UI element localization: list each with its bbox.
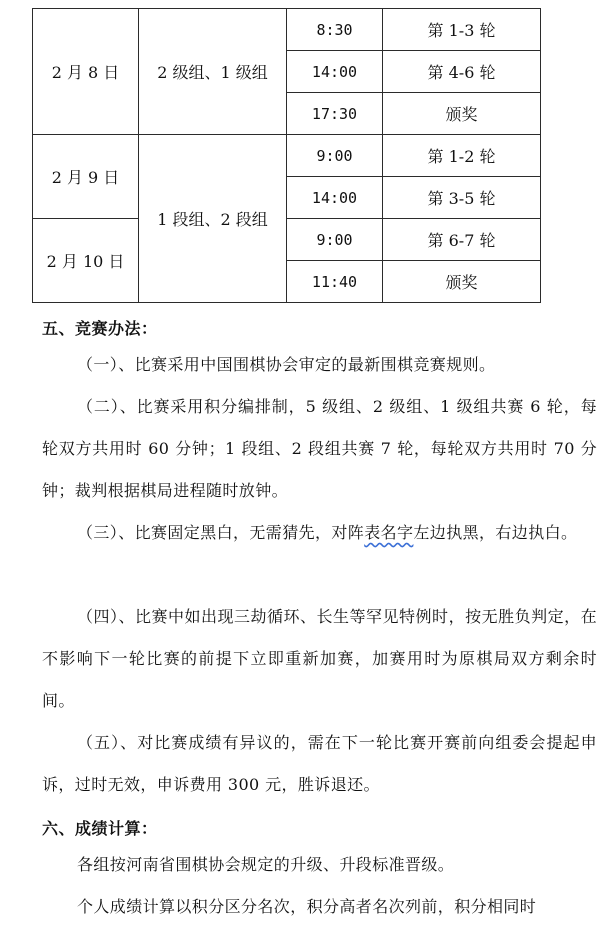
time-cell: 17:30 (287, 93, 383, 135)
group-cell: 2 级组、1 级组 (139, 9, 287, 135)
paragraph-score-2: 个人成绩计算以积分区分名次，积分高者名次列前，积分相同时 (77, 897, 537, 916)
group-cell: 1 段组、2 段组 (139, 135, 287, 303)
time-cell: 8:30 (287, 9, 383, 51)
paragraph-rule-5: （五）、对比赛成绩有异议的，需在下一轮比赛开赛前向组委会提起申诉，过时无效，申诉费用 300 元，胜诉退还。 (42, 733, 597, 794)
time-cell: 11:40 (287, 261, 383, 303)
table-row (33, 135, 541, 177)
round-cell: 颁奖 (383, 261, 541, 303)
date-cell: 2 月 8 日 (33, 9, 139, 135)
table-row (33, 219, 541, 261)
spellcheck-underlined-text: 表名字 (364, 523, 414, 542)
time-cell: 9:00 (287, 135, 383, 177)
round-cell: 第 1-2 轮 (383, 135, 541, 177)
time-cell: 9:00 (287, 219, 383, 261)
round-cell: 第 1-3 轮 (383, 9, 541, 51)
table-row (33, 9, 541, 51)
paragraph-rule-1: （一）、比赛采用中国围棋协会审定的最新围棋竞赛规则。 (77, 355, 496, 374)
section-heading-score-calculation: 六、成绩计算： (42, 819, 158, 838)
rule-3-text-end: 左边执黑，右边执白。 (413, 523, 578, 542)
round-cell: 第 4-6 轮 (383, 51, 541, 93)
round-cell: 颁奖 (383, 93, 541, 135)
time-cell: 14:00 (287, 177, 383, 219)
paragraph-score-1: 各组按河南省围棋协会规定的升级、升段标准晋级。 (77, 855, 455, 874)
schedule-table (32, 8, 541, 303)
paragraph-rule-4: （四）、比赛中如出现三劫循环、长生等罕见特例时，按无胜负判定，在不影响下一轮比赛的前提下立即重新加赛，加赛用时为原棋局双方剩余时间。 (42, 607, 597, 710)
round-cell: 第 3-5 轮 (383, 177, 541, 219)
paragraph-rule-2: （二）、比赛采用积分编排制，5 级组、2 级组、1 级组共赛 6 轮，每轮双方共用时 60 分钟；1 段组、2 段组共赛 7 轮，每轮双方共用时 70 分钟；裁判根据棋局进程随时放钟。 (42, 397, 597, 500)
date-cell: 2 月 9 日 (33, 135, 139, 219)
paragraph-rule-3 (42, 512, 597, 554)
round-cell: 第 6-7 轮 (383, 219, 541, 261)
section-heading-competition-rules: 五、竞赛办法： (42, 319, 158, 338)
time-cell: 14:00 (287, 51, 383, 93)
rule-3-text-start: （三）、比赛固定黑白，无需猜先，对阵 (77, 523, 365, 542)
date-cell: 2 月 10 日 (33, 219, 139, 303)
